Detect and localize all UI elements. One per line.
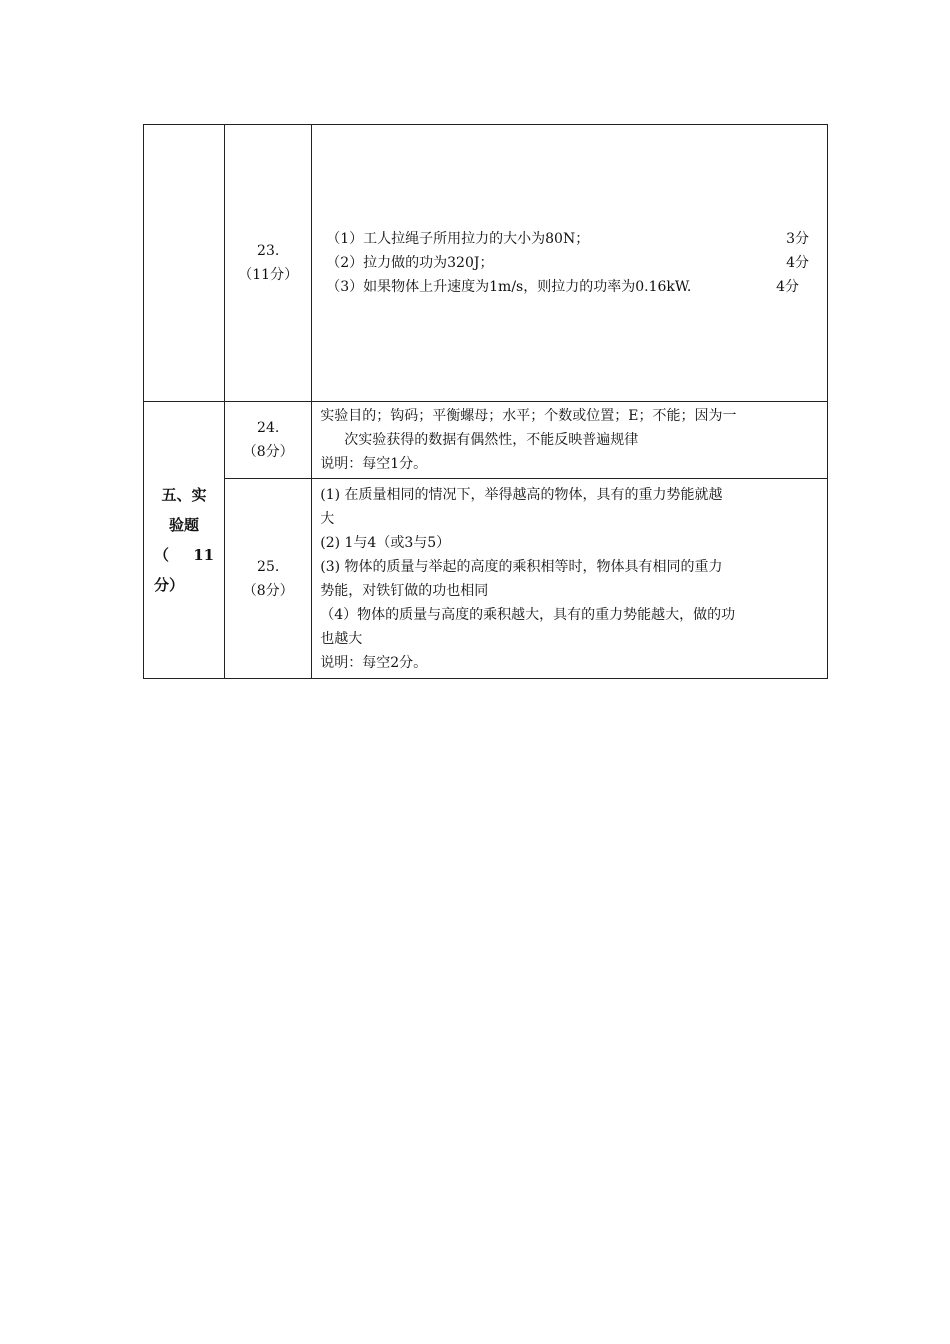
question-number: 25. (257, 558, 280, 575)
question-number-cell (225, 402, 312, 479)
answer-line: 实验目的；钩码；平衡螺母；水平；个数或位置；E；不能；因为一 (320, 408, 737, 424)
question-number-cell (225, 125, 312, 402)
question-points: （8分） (242, 444, 294, 460)
question-number: 23. (257, 243, 280, 259)
section-label-number: 11 (193, 546, 215, 564)
answer-line: 也越大 (320, 630, 363, 647)
answer-item-score: 4分 (776, 279, 799, 295)
question-points: （11分） (238, 267, 299, 283)
section-label-points (154, 540, 214, 570)
answer-line: 势能，对铁钉做的功也相同 (320, 582, 489, 599)
answer-line: (3) 物体的质量与举起的高度的乘积相等时，物体具有相同的重力 (320, 558, 723, 575)
answer-line: 大 (320, 510, 335, 527)
answer-item (320, 251, 819, 275)
answer-line: (2) 1与4（或3与5） (320, 534, 451, 551)
answer-cell (312, 125, 828, 402)
answer-item-score: 4分 (786, 255, 809, 271)
section-label-line: 五、实 (161, 486, 207, 504)
table-row-q24 (144, 402, 828, 479)
question-points: （8分） (242, 582, 294, 599)
scoring-note: 说明：每空1分。 (320, 456, 428, 472)
answer-line: (1) 在质量相同的情况下，举得越高的物体，具有的重力势能就越 (320, 486, 723, 503)
answer-cell (312, 479, 828, 679)
answer-item-text: （2）拉力做的功为320J； (326, 255, 494, 271)
answer-item-text: （1）工人拉绳子所用拉力的大小为80N； (326, 231, 590, 247)
section-label-paren: （ (154, 546, 170, 564)
table-row-q25 (144, 479, 828, 679)
question-number: 24. (257, 420, 280, 436)
question-number-cell (225, 479, 312, 679)
section-cell-empty (144, 125, 225, 402)
answer-cell (312, 402, 828, 479)
answer-item-score: 3分 (786, 231, 809, 247)
table-row-q23 (144, 125, 828, 402)
answer-key-table (143, 124, 828, 679)
answer-line: 次实验获得的数据有偶然性，不能反映普遍规律 (344, 432, 639, 448)
section-label-line: 分） (154, 576, 185, 594)
section-label-line: 验题 (169, 516, 200, 534)
answer-item (320, 275, 819, 299)
answer-line: （4）物体的质量与高度的乘积越大，具有的重力势能越大，做的功 (320, 606, 736, 623)
section-label-cell (144, 402, 225, 679)
answer-item (320, 227, 819, 251)
answer-item-text: （3）如果物体上升速度为1m/s，则拉力的功率为0.16kW. (326, 279, 692, 295)
scoring-note: 说明：每空2分。 (320, 654, 428, 671)
